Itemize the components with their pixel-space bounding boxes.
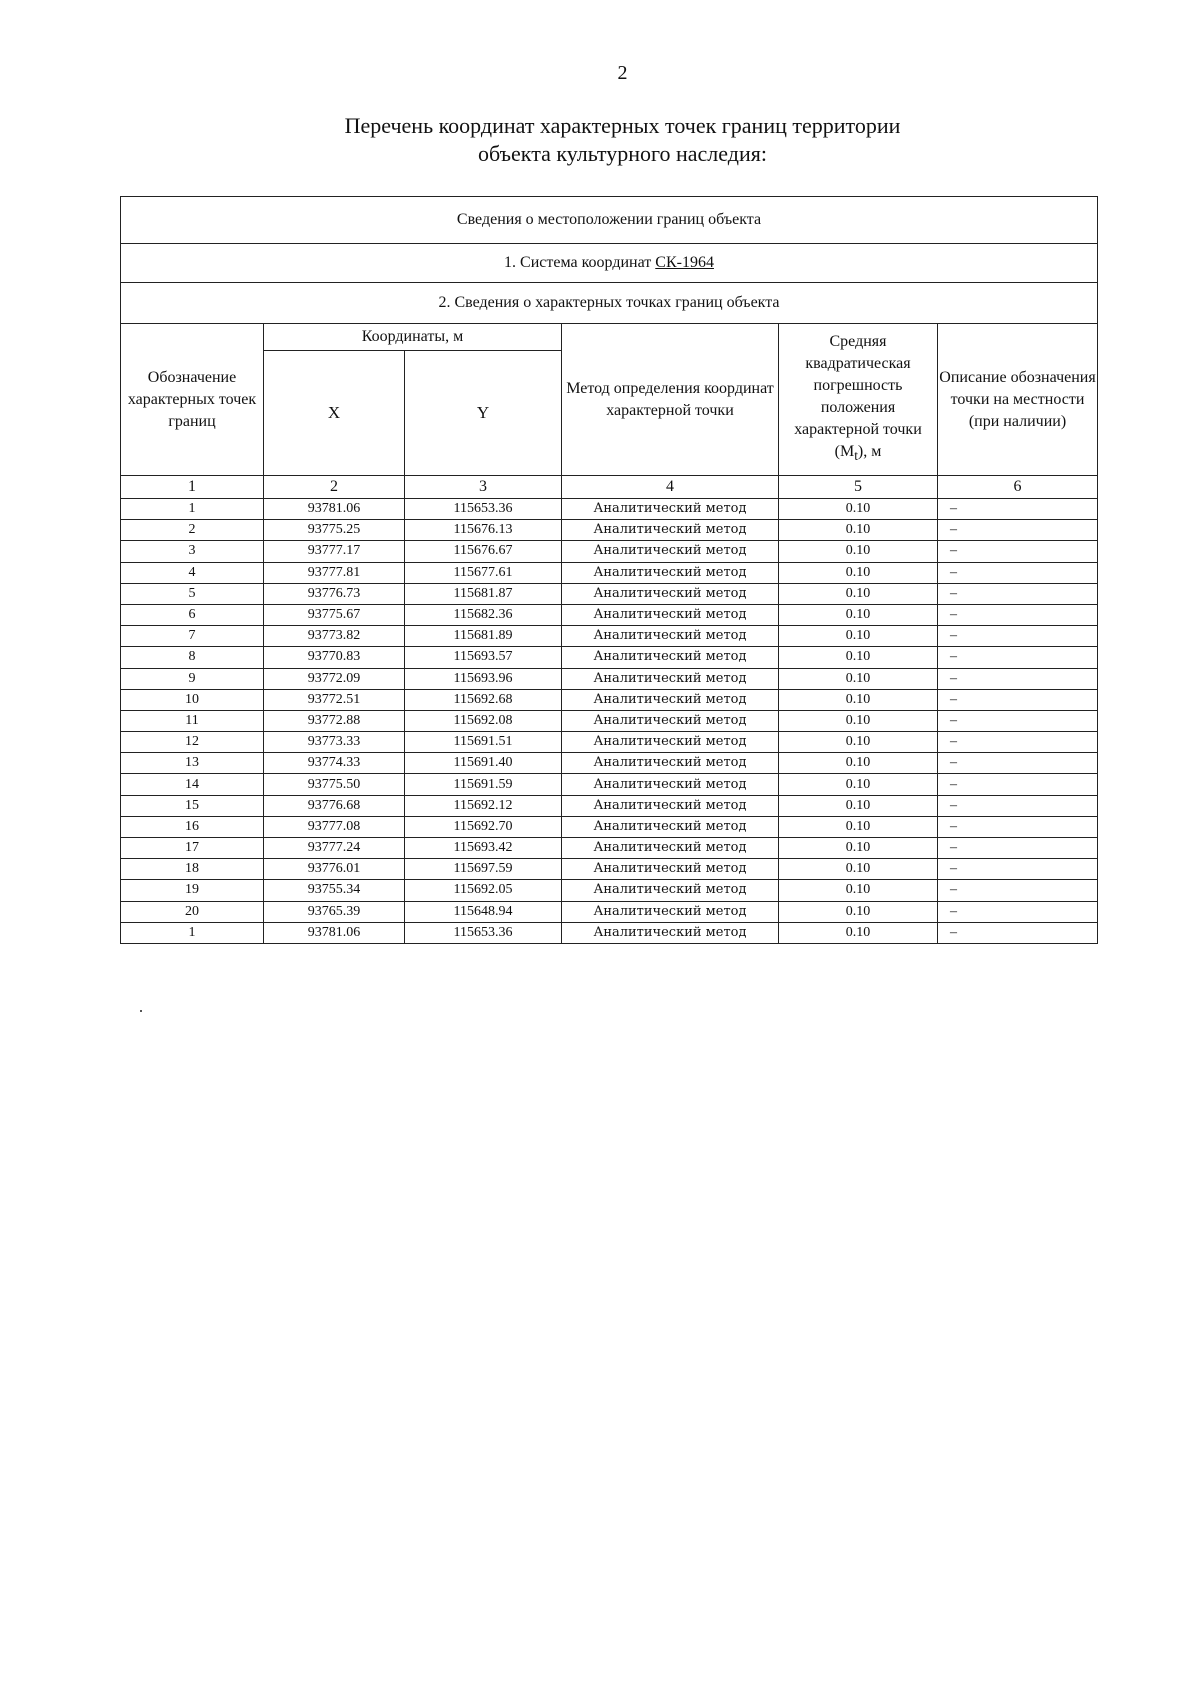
method-cell: Аналитический метод	[562, 541, 779, 562]
description-cell: –	[938, 732, 1098, 753]
description-cell: –	[938, 626, 1098, 647]
table-row	[121, 562, 1098, 583]
description-cell: –	[938, 838, 1098, 859]
y-coordinate-cell: 115693.42	[405, 838, 562, 859]
column-number: 3	[405, 476, 562, 499]
y-coordinate-cell: 115653.36	[405, 922, 562, 943]
description-cell: –	[938, 901, 1098, 922]
point-id-cell: 11	[121, 710, 264, 731]
description-cell: –	[938, 689, 1098, 710]
column-number: 6	[938, 476, 1098, 499]
description-cell: –	[938, 541, 1098, 562]
error-cell: 0.10	[779, 626, 938, 647]
description-cell: –	[938, 562, 1098, 583]
header-designation: Обозначение характерных точек границ	[121, 324, 264, 476]
point-id-cell: 8	[121, 647, 264, 668]
description-cell: –	[938, 795, 1098, 816]
method-cell: Аналитический метод	[562, 732, 779, 753]
table-row	[121, 795, 1098, 816]
y-coordinate-cell: 115692.12	[405, 795, 562, 816]
x-coordinate-cell: 93777.08	[264, 816, 405, 837]
error-cell: 0.10	[779, 816, 938, 837]
y-coordinate-cell: 115691.40	[405, 753, 562, 774]
x-coordinate-cell: 93777.81	[264, 562, 405, 583]
point-id-cell: 1	[121, 499, 264, 520]
table-row	[121, 647, 1098, 668]
description-cell: –	[938, 710, 1098, 731]
method-cell: Аналитический метод	[562, 689, 779, 710]
y-coordinate-cell: 115681.89	[405, 626, 562, 647]
point-id-cell: 5	[121, 583, 264, 604]
coordinates-table	[120, 196, 1098, 944]
point-id-cell: 13	[121, 753, 264, 774]
y-coordinate-cell: 115676.13	[405, 520, 562, 541]
y-coordinate-cell: 115681.87	[405, 583, 562, 604]
error-cell: 0.10	[779, 838, 938, 859]
method-cell: Аналитический метод	[562, 816, 779, 837]
error-cell: 0.10	[779, 710, 938, 731]
point-id-cell: 18	[121, 859, 264, 880]
method-cell: Аналитический метод	[562, 604, 779, 625]
error-cell: 0.10	[779, 880, 938, 901]
description-cell: –	[938, 859, 1098, 880]
point-id-cell: 16	[121, 816, 264, 837]
description-cell: –	[938, 499, 1098, 520]
document-title	[0, 112, 1200, 168]
method-cell: Аналитический метод	[562, 901, 779, 922]
column-number: 2	[264, 476, 405, 499]
x-coordinate-cell: 93770.83	[264, 647, 405, 668]
x-coordinate-cell: 93777.24	[264, 838, 405, 859]
y-coordinate-cell: 115692.08	[405, 710, 562, 731]
table-row	[121, 604, 1098, 625]
x-coordinate-cell: 93776.01	[264, 859, 405, 880]
x-coordinate-cell: 93774.33	[264, 753, 405, 774]
y-coordinate-cell: 115692.68	[405, 689, 562, 710]
error-cell: 0.10	[779, 583, 938, 604]
error-cell: 0.10	[779, 795, 938, 816]
x-coordinate-cell: 93781.06	[264, 922, 405, 943]
table-row	[121, 838, 1098, 859]
point-id-cell: 10	[121, 689, 264, 710]
table-row	[121, 668, 1098, 689]
error-cell: 0.10	[779, 520, 938, 541]
error-cell: 0.10	[779, 562, 938, 583]
point-id-cell: 6	[121, 604, 264, 625]
method-cell: Аналитический метод	[562, 583, 779, 604]
points-section-heading: 2. Сведения о характерных точках границ объекта	[121, 283, 1098, 324]
table-row	[121, 753, 1098, 774]
point-id-cell: 20	[121, 901, 264, 922]
method-cell: Аналитический метод	[562, 520, 779, 541]
error-cell: 0.10	[779, 604, 938, 625]
point-id-cell: 15	[121, 795, 264, 816]
header-method: Метод определения координат характерной точки	[562, 324, 779, 476]
description-cell: –	[938, 520, 1098, 541]
table-row	[121, 880, 1098, 901]
point-id-cell: 12	[121, 732, 264, 753]
point-id-cell: 2	[121, 520, 264, 541]
page-number: 2	[617, 62, 628, 84]
error-cell: 0.10	[779, 541, 938, 562]
method-cell: Аналитический метод	[562, 795, 779, 816]
y-coordinate-cell: 115653.36	[405, 499, 562, 520]
error-cell: 0.10	[779, 732, 938, 753]
point-id-cell: 3	[121, 541, 264, 562]
y-coordinate-cell: 115697.59	[405, 859, 562, 880]
y-coordinate-cell: 115682.36	[405, 604, 562, 625]
x-coordinate-cell: 93777.17	[264, 541, 405, 562]
table-row	[121, 732, 1098, 753]
y-coordinate-cell: 115693.96	[405, 668, 562, 689]
table-row	[121, 689, 1098, 710]
method-cell: Аналитический метод	[562, 838, 779, 859]
column-number: 1	[121, 476, 264, 499]
header-description: Описание обозначения точки на местности (при наличии)	[938, 324, 1098, 476]
title-line-1: Перечень координат характерных точек границ территории	[344, 113, 901, 138]
point-id-cell: 1	[121, 922, 264, 943]
table-row	[121, 816, 1098, 837]
table-row	[121, 859, 1098, 880]
table-row	[121, 901, 1098, 922]
method-cell: Аналитический метод	[562, 668, 779, 689]
error-cell: 0.10	[779, 689, 938, 710]
description-cell: –	[938, 668, 1098, 689]
error-cell: 0.10	[779, 668, 938, 689]
x-coordinate-cell: 93773.33	[264, 732, 405, 753]
table-banner: Сведения о местоположении границ объекта	[121, 197, 1098, 244]
header-y: Y	[405, 351, 562, 476]
method-cell: Аналитический метод	[562, 647, 779, 668]
method-cell: Аналитический метод	[562, 774, 779, 795]
x-coordinate-cell: 93776.73	[264, 583, 405, 604]
column-number: 5	[779, 476, 938, 499]
table-row	[121, 774, 1098, 795]
point-id-cell: 4	[121, 562, 264, 583]
column-number: 4	[562, 476, 779, 499]
description-cell: –	[938, 583, 1098, 604]
table-row	[121, 922, 1098, 943]
point-id-cell: 14	[121, 774, 264, 795]
table-row	[121, 541, 1098, 562]
description-cell: –	[938, 604, 1098, 625]
x-coordinate-cell: 93755.34	[264, 880, 405, 901]
header-coordinates: Координаты, м	[264, 324, 562, 351]
x-coordinate-cell: 93775.67	[264, 604, 405, 625]
description-cell: –	[938, 816, 1098, 837]
x-coordinate-cell: 93775.50	[264, 774, 405, 795]
point-id-cell: 9	[121, 668, 264, 689]
y-coordinate-cell: 115692.05	[405, 880, 562, 901]
error-cell: 0.10	[779, 753, 938, 774]
description-cell: –	[938, 922, 1098, 943]
error-cell: 0.10	[779, 901, 938, 922]
table-row	[121, 499, 1098, 520]
x-coordinate-cell: 93775.25	[264, 520, 405, 541]
point-id-cell: 17	[121, 838, 264, 859]
title-line-2: объекта культурного наследия:	[478, 141, 767, 166]
method-cell: Аналитический метод	[562, 922, 779, 943]
x-coordinate-cell: 93772.51	[264, 689, 405, 710]
y-coordinate-cell: 115691.51	[405, 732, 562, 753]
method-cell: Аналитический метод	[562, 626, 779, 647]
header-error: Средняя квадратическая погрешность положения характерной точки $(M_t)$, м	[779, 324, 938, 476]
y-coordinate-cell: 115691.59	[405, 774, 562, 795]
description-cell: –	[938, 647, 1098, 668]
method-cell: Аналитический метод	[562, 880, 779, 901]
coordinate-system-row	[121, 244, 1098, 283]
description-cell: –	[938, 753, 1098, 774]
method-cell: Аналитический метод	[562, 859, 779, 880]
method-cell: Аналитический метод	[562, 562, 779, 583]
x-coordinate-cell: 93776.68	[264, 795, 405, 816]
y-coordinate-cell: 115648.94	[405, 901, 562, 922]
table-row	[121, 583, 1098, 604]
table-row	[121, 710, 1098, 731]
error-cell: 0.10	[779, 859, 938, 880]
table-row	[121, 520, 1098, 541]
error-cell: 0.10	[779, 774, 938, 795]
x-coordinate-cell: 93772.88	[264, 710, 405, 731]
x-coordinate-cell: 93765.39	[264, 901, 405, 922]
points-table-body	[121, 499, 1098, 944]
x-coordinate-cell: 93772.09	[264, 668, 405, 689]
point-id-cell: 19	[121, 880, 264, 901]
error-cell: 0.10	[779, 499, 938, 520]
description-cell: –	[938, 880, 1098, 901]
point-id-cell: 7	[121, 626, 264, 647]
method-cell: Аналитический метод	[562, 499, 779, 520]
y-coordinate-cell: 115692.70	[405, 816, 562, 837]
error-cell: 0.10	[779, 922, 938, 943]
y-coordinate-cell: 115676.67	[405, 541, 562, 562]
x-coordinate-cell: 93781.06	[264, 499, 405, 520]
coordinate-system-label: 1. Система координат	[504, 254, 652, 271]
error-cell: 0.10	[779, 647, 938, 668]
method-cell: Аналитический метод	[562, 710, 779, 731]
y-coordinate-cell: 115677.61	[405, 562, 562, 583]
method-cell: Аналитический метод	[562, 753, 779, 774]
coordinate-system-name: СК-1964	[655, 254, 714, 271]
scan-speck	[140, 1010, 142, 1012]
y-coordinate-cell: 115693.57	[405, 647, 562, 668]
header-x: X	[264, 351, 405, 476]
table-row	[121, 626, 1098, 647]
x-coordinate-cell: 93773.82	[264, 626, 405, 647]
description-cell: –	[938, 774, 1098, 795]
